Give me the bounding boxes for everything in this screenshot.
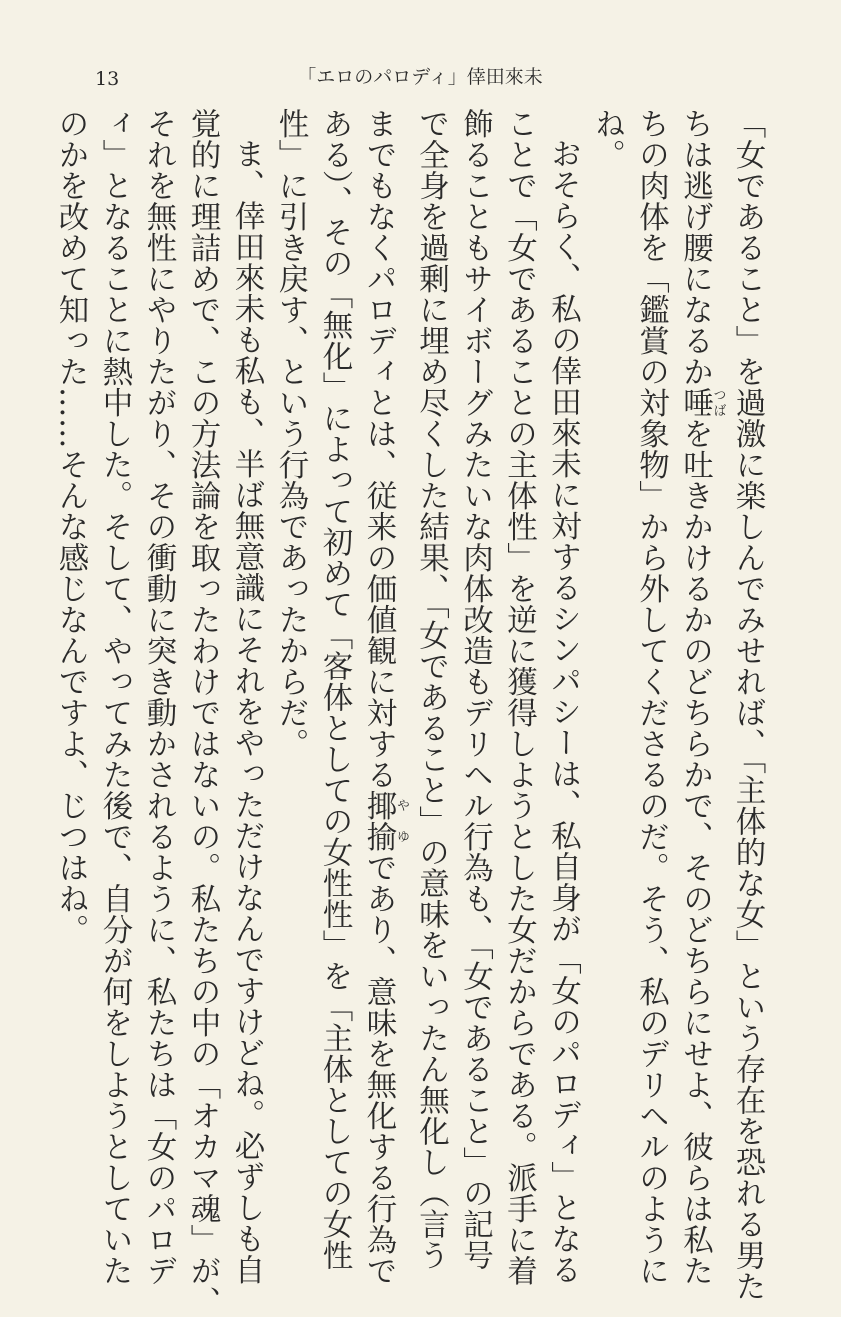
text-column-2 <box>673 108 726 1286</box>
ruby-reading: つば <box>710 387 726 418</box>
text-column-4: ね。 <box>589 108 625 170</box>
text-fragment: であり、意味を無化する行為で <box>361 852 396 1286</box>
ruby-word <box>677 387 726 418</box>
ruby-base: 唾 <box>677 387 713 418</box>
text-column-9 <box>356 108 409 1286</box>
text-fragment: ちは逃げ腰になるか <box>677 108 713 387</box>
page-number: 13 <box>95 68 120 90</box>
text-fragment: を吐きかけるかのどちらかで、そのどちらにせよ、彼らは私た <box>677 418 713 1286</box>
body-text <box>48 108 769 1317</box>
text-column-6: ことで「女であることの主体性」を逆に獲得しようとした女だからである。派手に着 <box>501 108 537 1286</box>
text-column-5-paragraph-start: おそらく、私の倖田來未に対するシンパシーは、私自身が「女のパロディ」となる <box>545 138 581 1285</box>
text-column-15: ィ」となることに熱中した。そして、やってみた後で、自分が何をしようとしていた <box>97 108 132 1286</box>
ruby-base: 揶揄 <box>361 790 396 852</box>
text-column-13: 覚的に理詰めで、この方法論を取ったわけではないの。私たちの中の「オカマ魂」が、 <box>185 108 220 1317</box>
text-column-10: ある）、その「無化」によって初めて「客体としての女性性」を「主体としての女性 <box>317 108 352 1271</box>
text-column-14: それを無性にやりたがり、その衝動に突き動かされるように、私たちは「女のパロデ <box>141 108 176 1286</box>
text-column-7: 飾ることもサイボーグみたいな肉体改造もデリヘル行為も、「女であること」の記号 <box>457 108 493 1271</box>
text-fragment: までもなくパロディとは、従来の価値観に対する <box>361 108 396 790</box>
running-header-title: 「エロのパロディ」倖田來未 <box>297 66 543 88</box>
text-column-8: で全身を過剰に埋め尽くした結果、「女であること」の意味をいったん無化し（言う <box>413 108 449 1271</box>
ruby-word <box>361 790 409 852</box>
text-column-12-paragraph-start: ま、倖田來未も私も、半ば無意識にそれをやっただけなんですけどね。必ずしも自 <box>229 138 264 1285</box>
text-column-11: 性」に引き戻す、という行為であったからだ。 <box>273 108 308 759</box>
ruby-reading: やゆ <box>394 790 409 852</box>
text-column-1: 「女であること」を過激に楽しんでみせれば、「主体的な女」という存在を恐れる男た <box>730 108 765 1302</box>
text-column-16: のかを改めて知った……そんな感じなんですよ、じつはね。 <box>53 108 88 945</box>
text-column-3: ちの肉体を「鑑賞の対象物」から外してくださるのだ。そう、私のデリヘルのように <box>633 108 669 1286</box>
